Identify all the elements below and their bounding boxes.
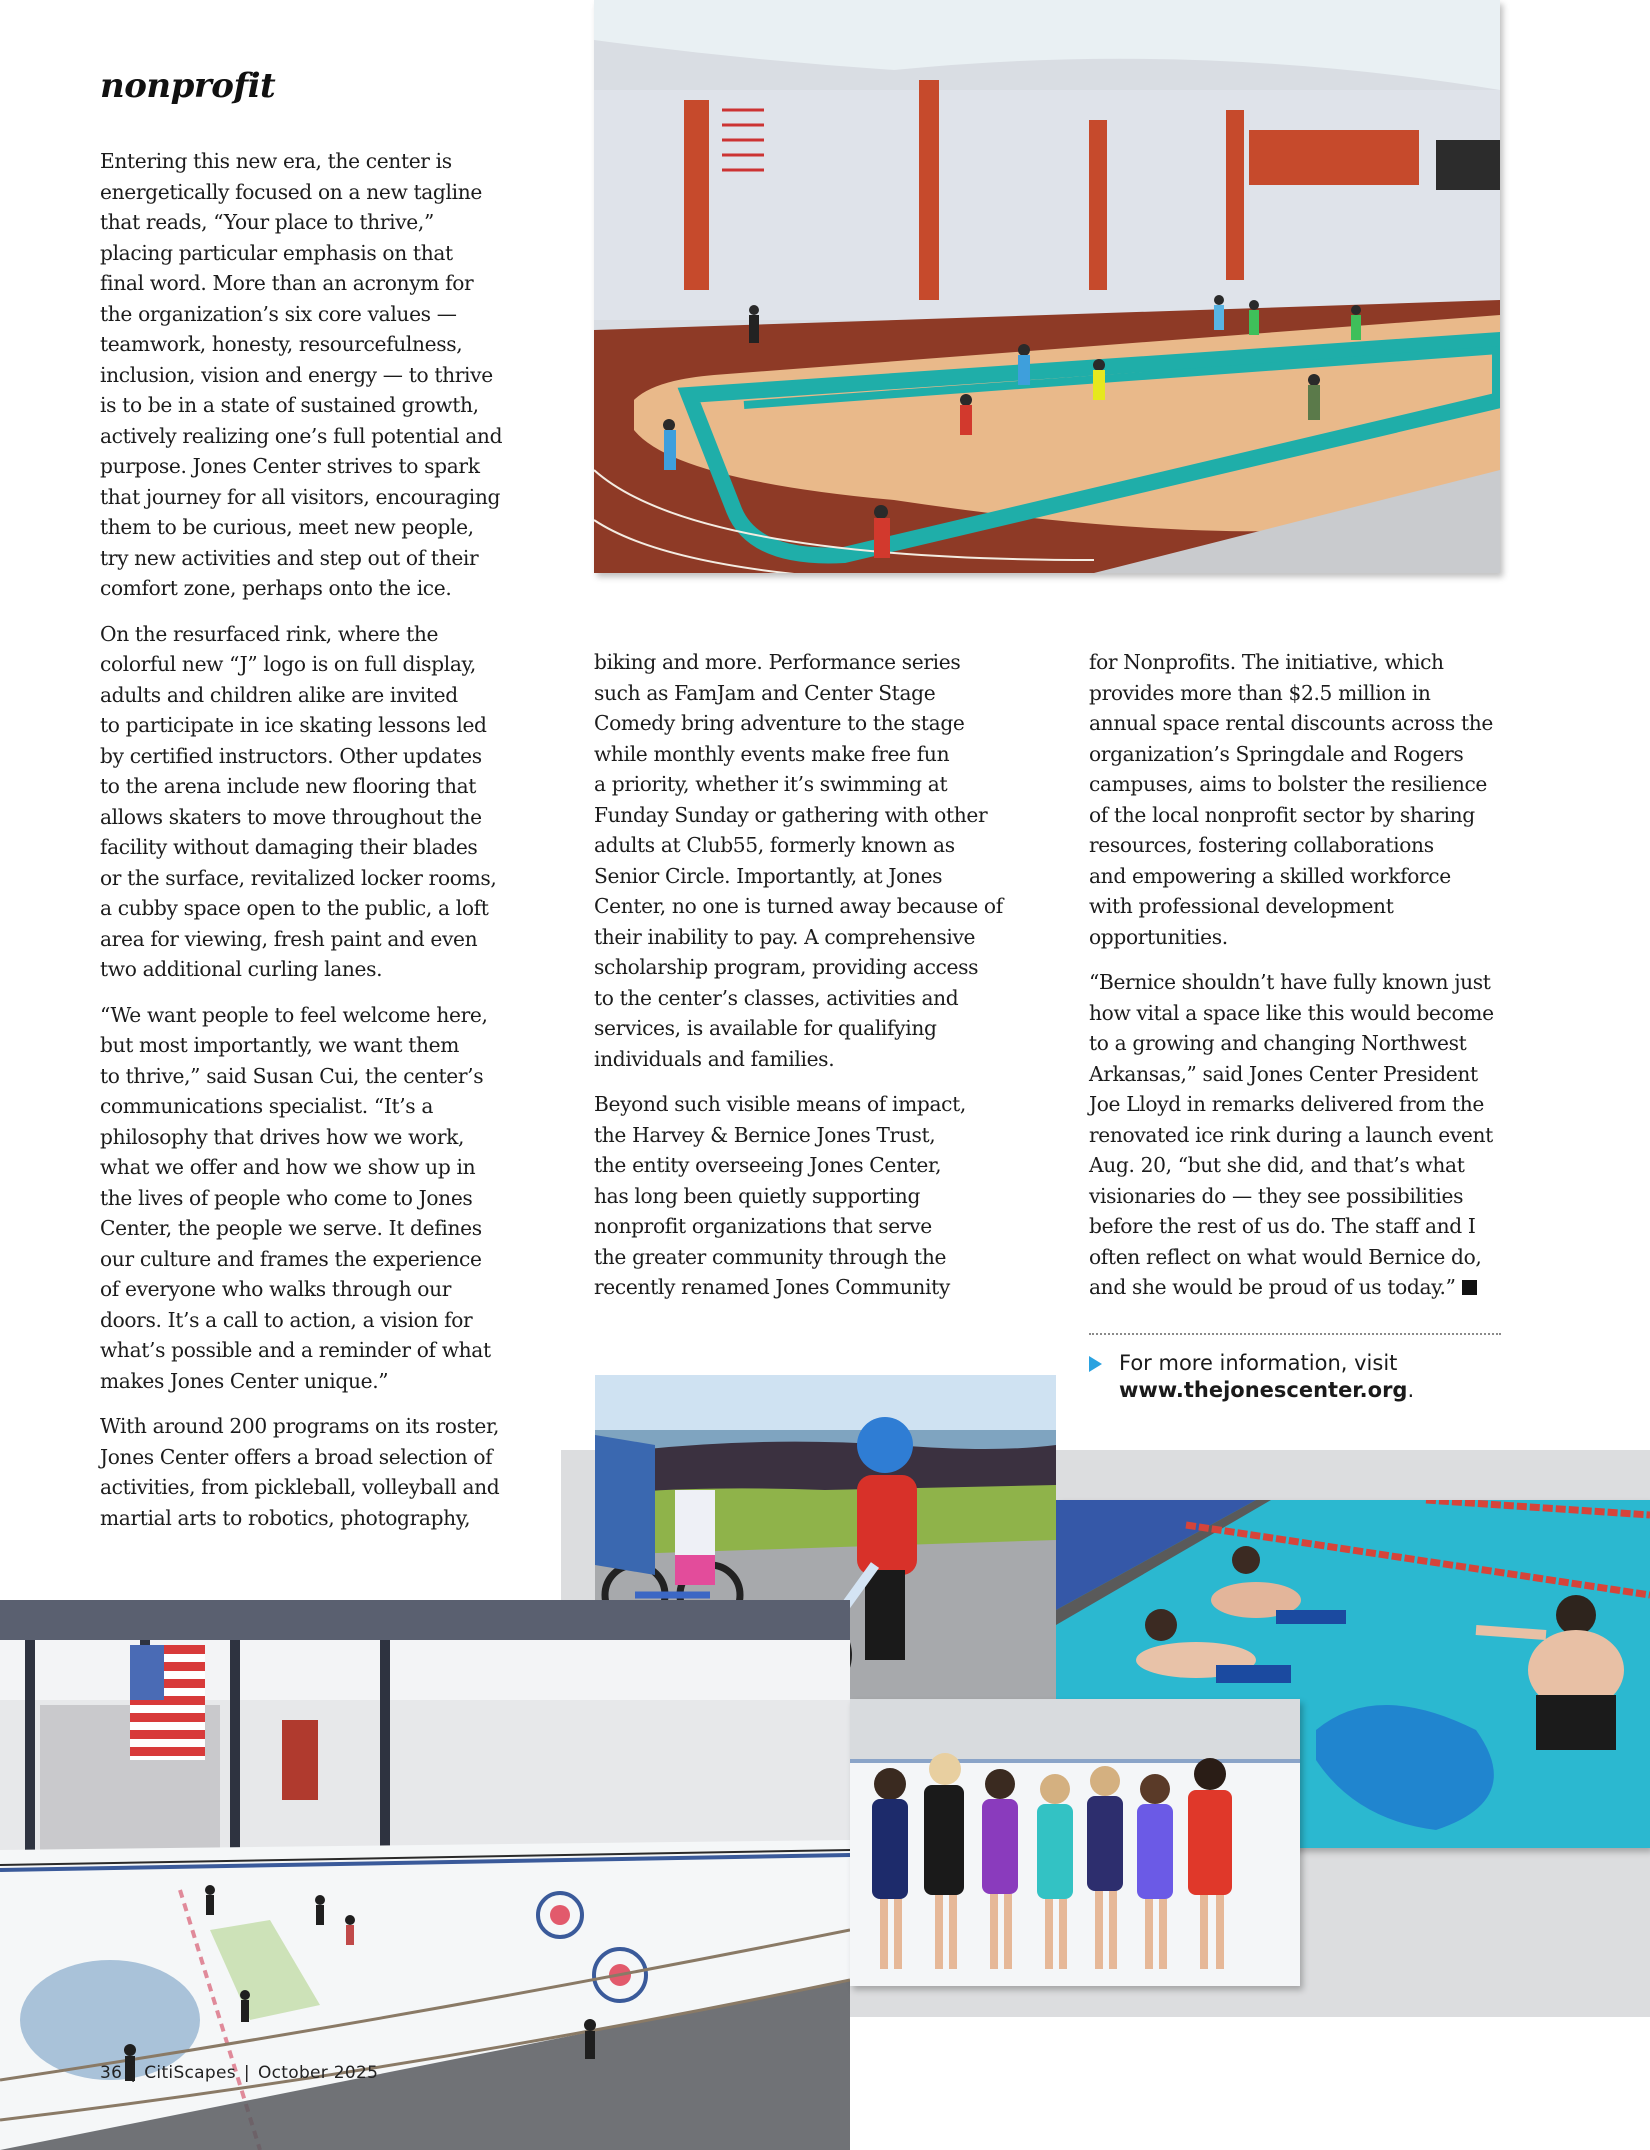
info-divider [1089, 1333, 1501, 1335]
text-line: opportunities. [1089, 924, 1228, 949]
text-line: placing particular emphasis on that [100, 240, 453, 265]
text-line: to participate in ice skating lessons led [100, 713, 487, 737]
text-line: adults and children alike are invited [100, 682, 458, 707]
text-line: On the resurfaced rink, where the [100, 621, 439, 646]
text-line: by certified instructors. Other updates [100, 743, 482, 768]
text-line: Funday Sunday or gathering with other [594, 802, 988, 827]
folio-separator: | [243, 2063, 250, 2083]
text-line: what’s possible and a reminder of what [100, 1338, 491, 1362]
text-line: individuals and families. [594, 1046, 835, 1071]
text-line: with professional development [1089, 894, 1394, 918]
publication-name: CitiScapes [144, 2063, 236, 2083]
text-line: Entering this new era, the center is [100, 149, 452, 173]
text-line: the lives of people who come to Jones [100, 1185, 473, 1210]
text-line: martial arts to robotics, photography, [100, 1505, 471, 1530]
article-paragraph [100, 146, 520, 604]
article-paragraph [594, 1089, 1014, 1303]
text-line: comfort zone, perhaps onto the ice. [100, 576, 452, 600]
text-line: resources, fostering collaborations [1089, 833, 1434, 857]
text-line: Senior Circle. Importantly, at Jones [594, 863, 943, 888]
end-of-story-mark-icon [1462, 1280, 1477, 1295]
text-line: “We want people to feel welcome here, [100, 1002, 488, 1027]
text-line: renovated ice rink during a launch event [1089, 1122, 1493, 1147]
article-paragraph [100, 1411, 520, 1533]
article-paragraph [1089, 967, 1509, 1303]
text-line: provides more than $2.5 million in [1089, 680, 1431, 705]
text-line: them to be curious, meet new people, [100, 515, 474, 539]
text-line: scholarship program, providing access [594, 955, 979, 979]
text-line: for Nonprofits. The initiative, which [1089, 650, 1444, 674]
text-line: annual space rental discounts across the [1089, 711, 1493, 735]
text-line: biking and more. Performance series [594, 650, 961, 674]
text-line: and empowering a skilled workforce [1089, 863, 1451, 888]
figure-skaters-illustration [850, 1699, 1300, 1986]
text-line: Comedy bring adventure to the stage [594, 711, 965, 735]
text-line: actively realizing one’s full potential and [100, 423, 503, 448]
text-line: the entity overseeing Jones Center, [594, 1153, 942, 1177]
text-line: to the arena include new flooring that [100, 774, 477, 798]
text-line: what we offer and how we show up in [100, 1155, 476, 1179]
triangle-arrow-icon [1089, 1356, 1102, 1372]
photo-figure-skaters [850, 1699, 1300, 1986]
info-url-link[interactable]: www.thejonescenter.org [1119, 1378, 1408, 1402]
text-line: that reads, “Your place to thrive,” [100, 210, 434, 234]
text-line: “Bernice shouldn’t have fully known just [1089, 970, 1491, 994]
text-line: adults at Club55, formerly known as [594, 833, 955, 857]
text-line: of the local nonprofit sector by sharing [1089, 802, 1475, 827]
text-line: services, is available for qualifying [594, 1016, 937, 1040]
text-line: try new activities and step out of their [100, 545, 479, 570]
text-line: often reflect on what would Bernice do, [1089, 1244, 1482, 1269]
info-url-line [1119, 1377, 1509, 1404]
issue-date: October 2025 [257, 2063, 379, 2083]
article-column-3 [1089, 647, 1509, 1318]
article-column-1 [100, 146, 520, 1548]
text-line: before the rest of us do. The staff and I [1089, 1214, 1476, 1238]
text-line: Aug. 20, “but she did, and that’s what [1089, 1153, 1465, 1177]
folio-separator: | [130, 2063, 137, 2083]
text-line: makes Jones Center unique.” [100, 1368, 389, 1393]
text-line: Beyond such visible means of impact, [594, 1092, 966, 1116]
text-line: two additional curling lanes. [100, 957, 383, 981]
text-line: such as FamJam and Center Stage [594, 680, 936, 705]
section-kicker: nonprofit [100, 66, 276, 106]
text-line: the Harvey & Bernice Jones Trust, [594, 1122, 936, 1147]
article-column-2 [594, 647, 1014, 1318]
text-line: philosophy that drives how we work, [100, 1124, 465, 1149]
text-line: campuses, aims to bolster the resilience [1089, 772, 1488, 796]
text-line: Arkansas,” said Jones Center President [1089, 1061, 1478, 1086]
text-line: doors. It’s a call to action, a vision for [100, 1307, 473, 1332]
text-line: Center, no one is turned away because of [594, 894, 1003, 918]
text-line: the organization’s six core values — [100, 301, 457, 326]
text-line: visionaries do — they see possibilities [1089, 1183, 1464, 1208]
text-line: and she would be proud of us today.” [1089, 1272, 1509, 1303]
text-line: teamwork, honesty, resourcefulness, [100, 332, 463, 356]
info-box [1089, 1350, 1509, 1404]
text-line: final word. More than an acronym for [100, 271, 474, 295]
text-line: the greater community through the [594, 1244, 947, 1269]
text-line: while monthly events make free fun [594, 741, 950, 766]
text-line: facility without damaging their blades [100, 835, 478, 859]
text-line: to a growing and changing Northwest [1089, 1031, 1467, 1055]
article-paragraph [100, 619, 520, 985]
text-line: has long been quietly supporting [594, 1183, 921, 1208]
article-paragraph [100, 1000, 520, 1397]
text-line: that journey for all visitors, encouraging [100, 484, 501, 509]
text-line: nonprofit organizations that serve [594, 1214, 932, 1238]
fieldhouse-illustration [594, 0, 1500, 573]
info-lead: For more information, visit [1119, 1351, 1398, 1375]
text-line: energetically focused on a new tagline [100, 179, 482, 204]
text-line: Joe Lloyd in remarks delivered from the [1089, 1092, 1484, 1116]
page-number: 36 [100, 2063, 123, 2083]
text-line: area for viewing, fresh paint and even [100, 926, 478, 951]
text-line: allows skaters to move throughout the [100, 804, 482, 829]
text-line: inclusion, vision and energy — to thrive [100, 362, 493, 387]
text-line: colorful new “J” logo is on full display, [100, 652, 476, 676]
flag-icon [130, 1645, 205, 1760]
text-line: a cubby space open to the public, a loft [100, 896, 489, 920]
text-line: is to be in a state of sustained growth, [100, 393, 479, 417]
text-line: Jones Center offers a broad selection of [100, 1444, 493, 1469]
page-folio [100, 2063, 378, 2083]
article-paragraph [594, 647, 1014, 1074]
text-line: but most importantly, we want them [100, 1033, 460, 1057]
info-url-period: . [1407, 1378, 1415, 1402]
text-line: Center, the people we serve. It defines [100, 1216, 482, 1240]
text-line: how vital a space like this would become [1089, 1000, 1494, 1025]
text-line: purpose. Jones Center strives to spark [100, 454, 480, 478]
text-line: to thrive,” said Susan Cui, the center’s [100, 1063, 484, 1088]
text-line: our culture and frames the experience [100, 1246, 482, 1271]
text-line: With around 200 programs on its roster, [100, 1414, 500, 1438]
text-line: or the surface, revitalized locker rooms, [100, 865, 497, 890]
text-line: a priority, whether it’s swimming at [594, 772, 948, 796]
text-line: communications specialist. “It’s a [100, 1094, 434, 1118]
text-line: activities, from pickleball, volleyball and [100, 1475, 500, 1499]
photo-fieldhouse-pickleball [594, 0, 1500, 573]
text-line: recently renamed Jones Community [594, 1275, 950, 1299]
text-line: their inability to pay. A comprehensive [594, 924, 976, 949]
text-line: organization’s Springdale and Rogers [1089, 741, 1464, 766]
text-line: to the center’s classes, activities and [594, 985, 959, 1010]
text-line: of everyone who walks through our [100, 1277, 452, 1301]
article-paragraph [1089, 647, 1509, 952]
